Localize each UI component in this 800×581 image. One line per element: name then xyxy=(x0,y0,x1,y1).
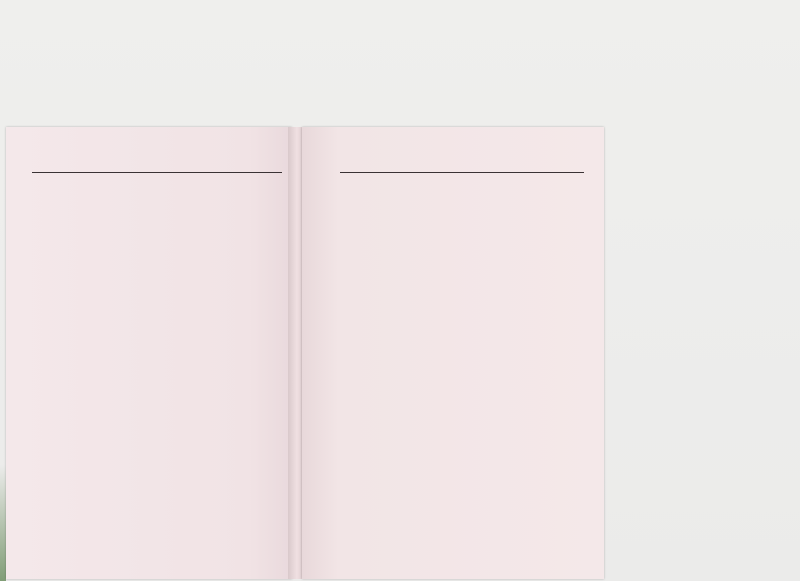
left-header-rule xyxy=(32,172,282,173)
left-page xyxy=(6,127,292,579)
right-header-rule xyxy=(340,172,584,173)
right-page xyxy=(302,127,604,579)
